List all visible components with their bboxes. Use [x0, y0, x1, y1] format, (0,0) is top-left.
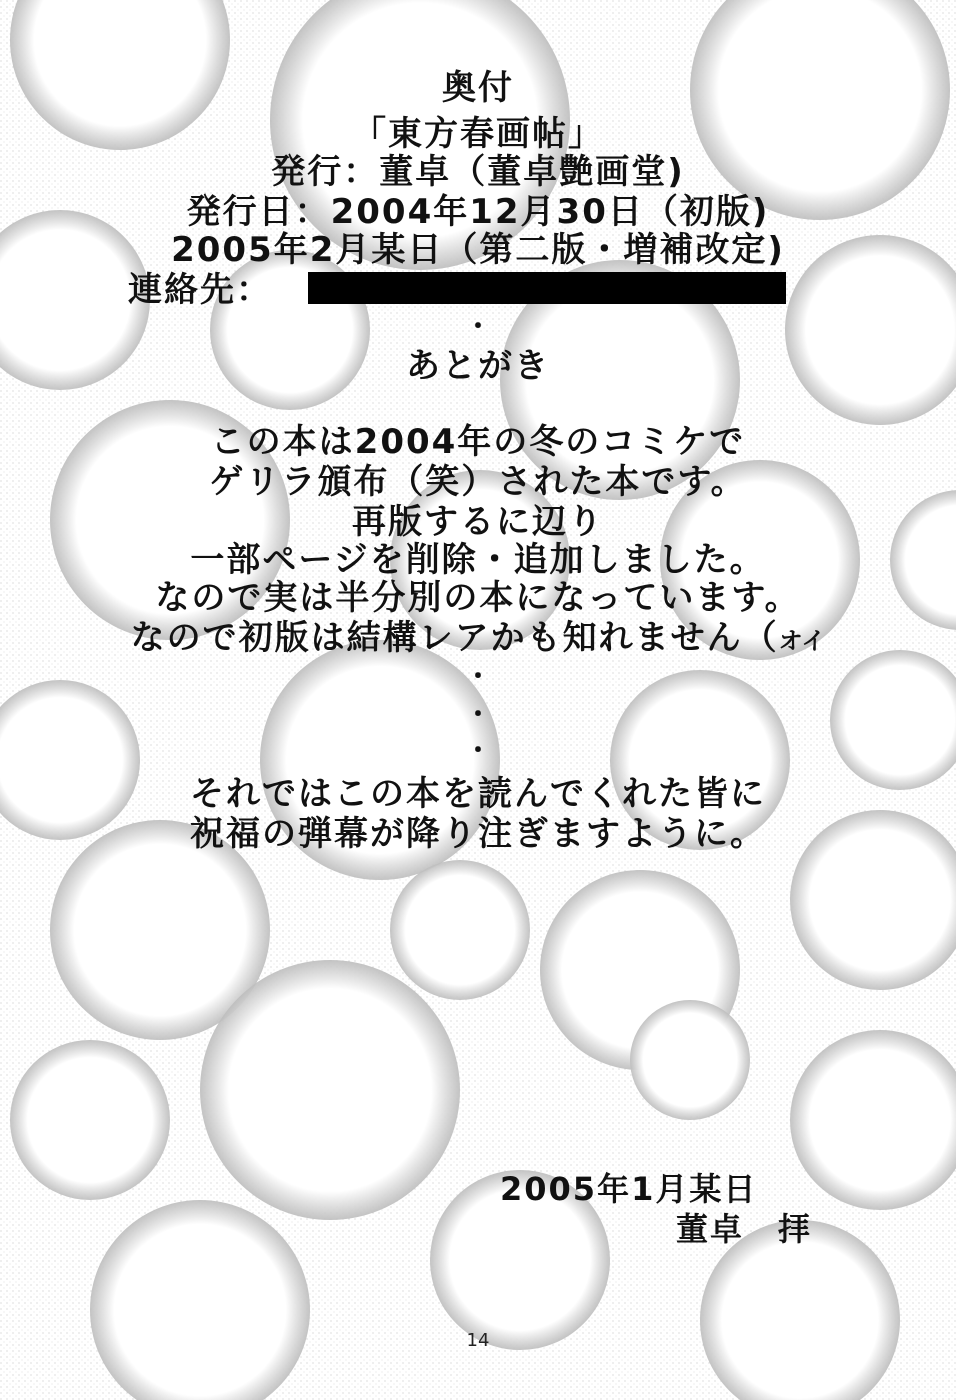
separator-dot: ・ [464, 662, 491, 692]
separator-dot: ・ [464, 736, 491, 766]
colophon-heading: 奥付 [442, 68, 514, 108]
issue-date-line: 発行日：2004年12月30日（初版) [186, 192, 770, 232]
afterword-line-joke [0, 616, 956, 663]
contact-label: 連絡先： [128, 270, 272, 310]
signature-name: 董卓 拝 [676, 1210, 813, 1248]
separator-dot: ・ [464, 700, 491, 730]
afterword-line: ゲリラ頒布（笑）された本です。 [209, 462, 747, 502]
afterword-line: 再版するに辺り [352, 502, 604, 542]
book-title: 「東方春画帖」 [352, 114, 604, 154]
second-edition-line: 2005年2月某日（第二版・増補改定) [171, 230, 785, 270]
closing-line: それではこの本を読んでくれた皆に [190, 774, 766, 814]
afterword-line-suffix: オイ [778, 627, 826, 655]
page-number: 14 [466, 1330, 490, 1351]
separator-dot: ・ [464, 312, 491, 342]
afterword-heading: あとがき [406, 346, 550, 386]
contact-redaction-bar [308, 272, 786, 304]
closing-line: 祝福の弾幕が降り注ぎますように。 [190, 814, 766, 854]
publisher-line: 発行：董卓（董卓艶画堂) [271, 152, 685, 192]
signature-date: 2005年1月某日 [500, 1170, 758, 1208]
afterword-line: この本は2004年の冬のコミケで [210, 422, 746, 462]
afterword-line: なので実は半分別の本になっています。 [155, 578, 801, 618]
contact-row [0, 268, 956, 312]
afterword-line-text: なので初版は結構レアかも知れません（ [130, 618, 779, 658]
afterword-line: 一部ページを削除・追加しました。 [190, 540, 766, 580]
